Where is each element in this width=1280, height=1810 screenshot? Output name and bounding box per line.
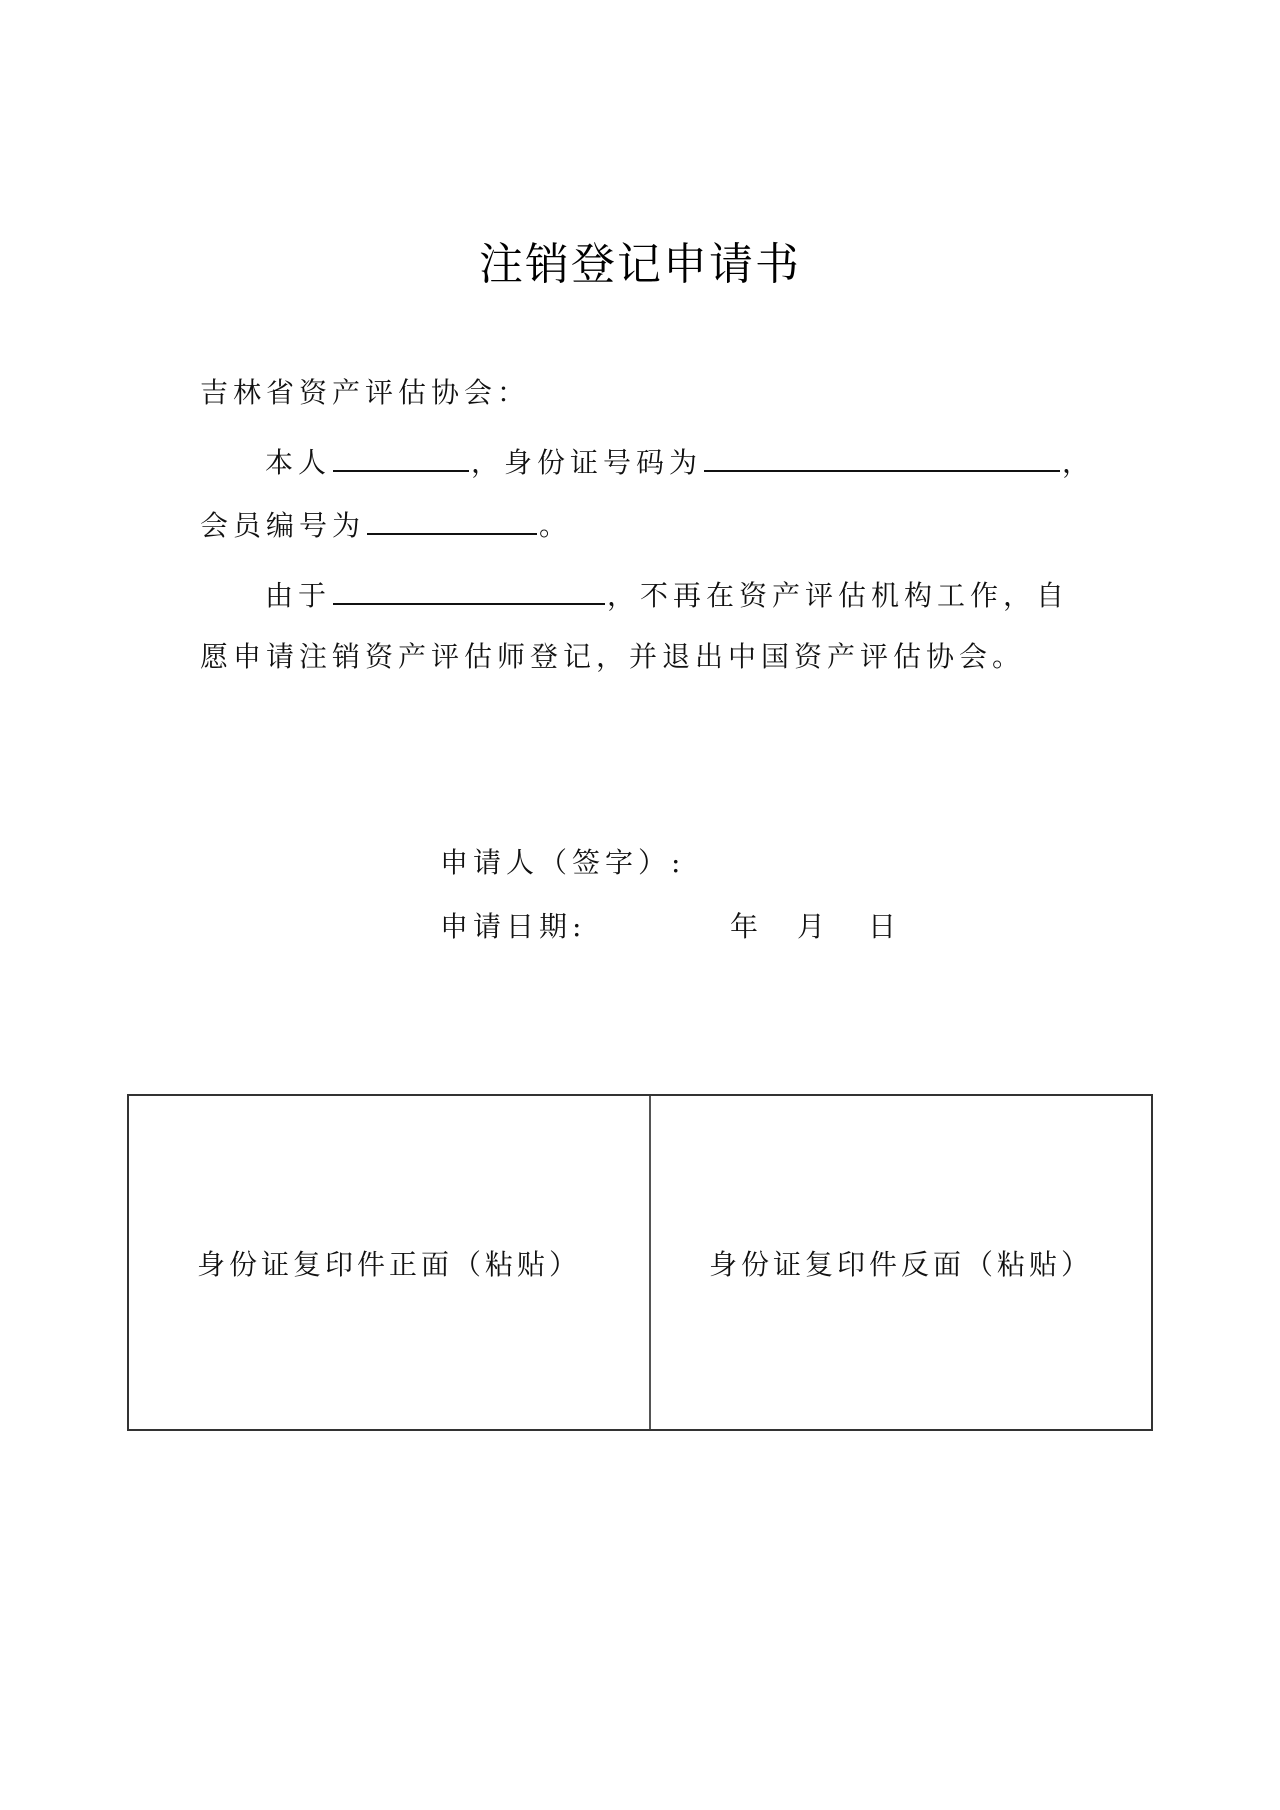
id-copy-table — [127, 1094, 1153, 1431]
paragraph2-line1 — [265, 573, 1069, 613]
id-front-cell — [129, 1096, 651, 1429]
period: 。 — [539, 509, 573, 542]
comma: ， — [1062, 446, 1096, 479]
salutation: 吉林省资产评估协会： — [200, 376, 531, 409]
name-label: 本人 — [265, 446, 332, 479]
name-field[interactable] — [333, 440, 469, 472]
application-date-label: 申请日期: — [440, 910, 587, 943]
month-label: 月 — [797, 910, 831, 943]
id-back-label: 身份证复印件反面（粘贴） — [708, 1247, 1093, 1281]
year-label: 年 — [730, 910, 764, 943]
paragraph2-line2: 愿申请注销资产评估师登记，并退出中国资产评估协会。 — [200, 640, 1026, 673]
id-back-cell — [651, 1096, 1151, 1429]
reason-field[interactable] — [333, 573, 605, 605]
id-number-field[interactable] — [704, 440, 1060, 472]
id-front-label: 身份证复印件正面（粘贴） — [196, 1247, 581, 1281]
reason-suffix: ，不再在资产评估机构工作，自 — [607, 579, 1070, 612]
page-title: 注销登记申请书 — [479, 239, 801, 290]
reason-label: 由于 — [265, 579, 332, 612]
id-number-label: ，身份证号码为 — [471, 446, 703, 479]
member-number-field[interactable] — [367, 503, 537, 535]
paragraph1-line2 — [200, 503, 572, 543]
paragraph1-line1 — [265, 440, 1095, 480]
day-label: 日 — [868, 910, 902, 943]
member-number-label: 会员编号为 — [200, 509, 366, 542]
applicant-signature-label: 申请人（签字）: — [440, 846, 686, 879]
